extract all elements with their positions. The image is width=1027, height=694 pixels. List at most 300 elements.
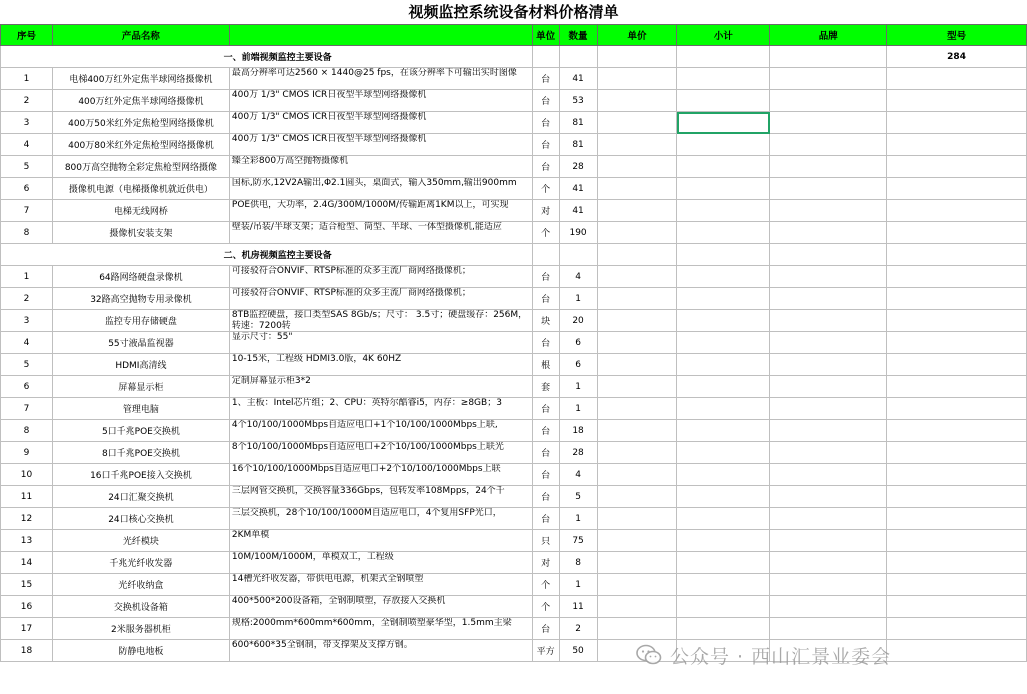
table-cell[interactable]	[559, 244, 597, 266]
subtotal-cell[interactable]	[677, 508, 770, 530]
unit-cell[interactable]: 台	[532, 288, 559, 310]
spec-cell[interactable]	[229, 156, 532, 178]
spec-text: 定制屏幕显示柜3*2	[231, 376, 311, 386]
model-cell[interactable]	[887, 464, 1027, 486]
unit-cell[interactable]: 台	[532, 266, 559, 288]
table-cell[interactable]	[532, 46, 559, 68]
section-row	[1, 244, 1027, 266]
row-number-cell[interactable]: 5	[1, 156, 53, 178]
spec-text: 可接驳符合ONVIF、RTSP标准的众多主流厂商网络摄像机；	[231, 266, 471, 276]
col-header-price[interactable]: 单价	[597, 25, 677, 46]
spec-cell[interactable]	[229, 574, 532, 596]
unit-cell[interactable]: 根	[532, 354, 559, 376]
row-number-cell[interactable]: 16	[1, 596, 53, 618]
unit-price-cell[interactable]	[597, 266, 677, 288]
col-header-qty[interactable]: 数量	[559, 25, 597, 46]
col-header-model[interactable]: 型号	[887, 25, 1027, 46]
table-cell[interactable]	[887, 244, 1027, 266]
spec-cell[interactable]	[229, 376, 532, 398]
unit-cell[interactable]: 台	[532, 332, 559, 354]
unit-cell[interactable]: 台	[532, 112, 559, 134]
model-cell[interactable]	[887, 442, 1027, 464]
model-cell[interactable]	[887, 486, 1027, 508]
spec-text: 三层网管交换机，交换容量336Gbps，包转发率108Mpps，24个千	[231, 486, 505, 496]
unit-price-cell[interactable]	[597, 464, 677, 486]
table-row	[1, 464, 1027, 486]
product-name-cell[interactable]: 光纤收纳盒	[52, 574, 229, 596]
spec-text: 600*600*35全钢制，带支撑架及支撑方钢。	[231, 640, 413, 650]
product-name-cell[interactable]: 防静电地板	[52, 640, 229, 662]
subtotal-cell[interactable]	[677, 288, 770, 310]
unit-cell[interactable]: 台	[532, 486, 559, 508]
row-number-cell[interactable]: 2	[1, 288, 53, 310]
spec-text: 400万 1/3" CMOS ICR日夜型半球型网络摄像机	[231, 112, 427, 122]
unit-price-cell[interactable]	[597, 508, 677, 530]
row-number-cell[interactable]: 8	[1, 420, 53, 442]
model-cell[interactable]	[887, 310, 1027, 332]
brand-cell[interactable]	[770, 156, 887, 178]
table-cell[interactable]	[770, 46, 887, 68]
spec-cell[interactable]	[229, 618, 532, 640]
spec-cell[interactable]	[229, 354, 532, 376]
product-name-cell[interactable]: 5口千兆POE交换机	[52, 420, 229, 442]
table-row	[1, 552, 1027, 574]
product-name-cell[interactable]: 监控专用存储硬盘	[52, 310, 229, 332]
unit-price-cell[interactable]	[597, 68, 677, 90]
brand-cell[interactable]	[770, 288, 887, 310]
spec-cell[interactable]	[229, 398, 532, 420]
model-cell[interactable]	[887, 376, 1027, 398]
model-cell[interactable]	[887, 398, 1027, 420]
row-number-cell[interactable]: 6	[1, 376, 53, 398]
unit-cell[interactable]: 平方	[532, 640, 559, 662]
spec-cell[interactable]	[229, 288, 532, 310]
subtotal-cell[interactable]	[677, 574, 770, 596]
table-row	[1, 508, 1027, 530]
subtotal-cell[interactable]	[677, 552, 770, 574]
price-list-table	[0, 24, 1027, 662]
subtotal-cell[interactable]	[677, 156, 770, 178]
product-name-cell[interactable]: 8口千兆POE交换机	[52, 442, 229, 464]
model-cell[interactable]	[887, 134, 1027, 156]
spec-text: 400万 1/3" CMOS ICR日夜型半球型网络摄像机	[231, 134, 427, 144]
spec-text: 400万 1/3" CMOS ICR日夜型半球型网络摄像机	[231, 90, 427, 100]
table-row	[1, 200, 1027, 222]
product-name-cell[interactable]: 64路网络硬盘录像机	[52, 266, 229, 288]
spec-cell[interactable]	[229, 112, 532, 134]
brand-cell[interactable]	[770, 420, 887, 442]
unit-price-cell[interactable]	[597, 288, 677, 310]
brand-cell[interactable]	[770, 112, 887, 134]
brand-cell[interactable]	[770, 68, 887, 90]
row-number-cell[interactable]: 3	[1, 112, 53, 134]
row-number-cell[interactable]: 1	[1, 68, 53, 90]
unit-cell[interactable]: 台	[532, 156, 559, 178]
quantity-cell[interactable]: 81	[559, 134, 597, 156]
model-cell[interactable]	[887, 508, 1027, 530]
product-name-cell[interactable]: HDMI高清线	[52, 354, 229, 376]
unit-price-cell[interactable]	[597, 442, 677, 464]
table-cell[interactable]	[677, 244, 770, 266]
unit-cell[interactable]: 个	[532, 574, 559, 596]
subtotal-cell[interactable]	[677, 442, 770, 464]
quantity-cell[interactable]: 8	[559, 552, 597, 574]
spec-cell[interactable]	[229, 178, 532, 200]
row-number-cell[interactable]: 4	[1, 134, 53, 156]
subtotal-cell[interactable]	[677, 376, 770, 398]
row-number-cell[interactable]: 4	[1, 332, 53, 354]
row-number-cell[interactable]: 1	[1, 266, 53, 288]
model-cell[interactable]	[887, 156, 1027, 178]
spec-cell[interactable]	[229, 310, 532, 332]
product-name-cell[interactable]: 24口汇聚交换机	[52, 486, 229, 508]
col-header-unit[interactable]: 单位	[532, 25, 559, 46]
row-number-cell[interactable]: 18	[1, 640, 53, 662]
row-number-cell[interactable]: 17	[1, 618, 53, 640]
product-name-cell[interactable]: 2米服务器机柜	[52, 618, 229, 640]
subtotal-cell[interactable]	[677, 420, 770, 442]
product-name-cell[interactable]: 摄像机电源（电梯摄像机就近供电）	[52, 178, 229, 200]
quantity-cell[interactable]: 41	[559, 68, 597, 90]
quantity-cell[interactable]: 53	[559, 90, 597, 112]
brand-cell[interactable]	[770, 530, 887, 552]
unit-cell[interactable]: 个	[532, 222, 559, 244]
quantity-cell[interactable]: 50	[559, 640, 597, 662]
spec-cell[interactable]	[229, 420, 532, 442]
col-header-no[interactable]: 序号	[1, 25, 53, 46]
model-cell[interactable]	[887, 222, 1027, 244]
brand-cell[interactable]	[770, 134, 887, 156]
col-header-brand[interactable]: 品牌	[770, 25, 887, 46]
unit-price-cell[interactable]	[597, 112, 677, 134]
quantity-cell[interactable]: 28	[559, 156, 597, 178]
brand-cell[interactable]	[770, 618, 887, 640]
subtotal-cell[interactable]	[677, 266, 770, 288]
unit-cell[interactable]: 对	[532, 552, 559, 574]
model-cell[interactable]	[887, 552, 1027, 574]
row-number-cell[interactable]: 2	[1, 90, 53, 112]
product-name-cell[interactable]: 800万高空抛物全彩定焦枪型网络摄像	[52, 156, 229, 178]
spec-cell[interactable]	[229, 508, 532, 530]
section-label[interactable]: 一、前端视频监控主要设备	[1, 46, 533, 68]
table-cell[interactable]	[597, 46, 677, 68]
unit-price-cell[interactable]	[597, 310, 677, 332]
row-number-cell[interactable]: 11	[1, 486, 53, 508]
subtotal-cell[interactable]	[677, 354, 770, 376]
spec-text: 臻全彩800万高空抛物摄像机	[231, 156, 349, 166]
row-number-cell[interactable]: 7	[1, 200, 53, 222]
quantity-cell[interactable]: 1	[559, 288, 597, 310]
spec-text: 三层交换机，28个10/100/1000M自适应电口，4个复用SFP光口，	[231, 508, 502, 518]
unit-price-cell[interactable]	[597, 90, 677, 112]
subtotal-cell[interactable]	[677, 398, 770, 420]
table-row	[1, 134, 1027, 156]
quantity-cell[interactable]: 75	[559, 530, 597, 552]
quantity-cell[interactable]: 6	[559, 354, 597, 376]
unit-price-cell[interactable]	[597, 574, 677, 596]
subtotal-cell[interactable]	[677, 112, 770, 134]
model-cell[interactable]	[887, 200, 1027, 222]
unit-cell[interactable]: 个	[532, 596, 559, 618]
product-name-cell[interactable]: 管理电脑	[52, 398, 229, 420]
unit-price-cell[interactable]	[597, 420, 677, 442]
spec-cell[interactable]	[229, 266, 532, 288]
product-name-cell[interactable]: 16口千兆POE接入交换机	[52, 464, 229, 486]
brand-cell[interactable]	[770, 376, 887, 398]
quantity-cell[interactable]: 41	[559, 200, 597, 222]
table-row	[1, 618, 1027, 640]
model-cell[interactable]	[887, 112, 1027, 134]
table-row	[1, 596, 1027, 618]
spec-text: 可接驳符合ONVIF、RTSP标准的众多主流厂商网络摄像机；	[231, 288, 471, 298]
model-cell[interactable]	[887, 266, 1027, 288]
product-name-cell[interactable]: 32路高空抛物专用录像机	[52, 288, 229, 310]
row-number-cell[interactable]: 12	[1, 508, 53, 530]
col-header-subtotal[interactable]: 小计	[677, 25, 770, 46]
row-number-cell[interactable]: 8	[1, 222, 53, 244]
subtotal-cell[interactable]	[677, 618, 770, 640]
table-row	[1, 222, 1027, 244]
wechat-icon	[636, 644, 662, 666]
unit-cell[interactable]: 台	[532, 508, 559, 530]
table-row	[1, 310, 1027, 332]
spec-cell[interactable]	[229, 486, 532, 508]
quantity-cell[interactable]: 41	[559, 178, 597, 200]
spec-text: 10-15米，工程级 HDMI3.0版，4K 60HZ	[231, 354, 402, 364]
model-cell[interactable]	[887, 90, 1027, 112]
brand-cell[interactable]	[770, 442, 887, 464]
unit-cell[interactable]: 对	[532, 200, 559, 222]
quantity-cell[interactable]: 28	[559, 442, 597, 464]
product-name-cell[interactable]: 屏幕显示柜	[52, 376, 229, 398]
row-number-cell[interactable]: 10	[1, 464, 53, 486]
quantity-cell[interactable]: 81	[559, 112, 597, 134]
table-row	[1, 332, 1027, 354]
unit-cell[interactable]: 台	[532, 134, 559, 156]
header-row	[1, 25, 1027, 46]
spec-cell[interactable]	[229, 90, 532, 112]
product-name-cell[interactable]: 55寸液晶监视器	[52, 332, 229, 354]
spec-text: 2KM单模	[231, 530, 270, 540]
table-cell[interactable]	[532, 244, 559, 266]
table-cell[interactable]	[677, 46, 770, 68]
brand-cell[interactable]	[770, 332, 887, 354]
unit-price-cell[interactable]	[597, 134, 677, 156]
model-cell[interactable]	[887, 530, 1027, 552]
section-row	[1, 46, 1027, 68]
model-cell[interactable]	[887, 618, 1027, 640]
quantity-cell[interactable]: 2	[559, 618, 597, 640]
table-row	[1, 112, 1027, 134]
quantity-cell[interactable]: 1	[559, 574, 597, 596]
subtotal-cell[interactable]	[677, 90, 770, 112]
brand-cell[interactable]	[770, 178, 887, 200]
brand-cell[interactable]	[770, 354, 887, 376]
brand-cell[interactable]	[770, 90, 887, 112]
spec-text: 400*500*200设备箱，全钢制喷塑，存放接入交换机	[231, 596, 446, 606]
table-row	[1, 486, 1027, 508]
subtotal-cell[interactable]	[677, 310, 770, 332]
spec-cell[interactable]	[229, 640, 532, 662]
model-cell[interactable]	[887, 68, 1027, 90]
table-row	[1, 376, 1027, 398]
spec-text: 8个10/100/1000Mbps自适应电口+2个10/100/1000Mbps上联光	[231, 442, 504, 452]
row-number-cell[interactable]: 5	[1, 354, 53, 376]
subtotal-cell[interactable]	[677, 222, 770, 244]
brand-cell[interactable]	[770, 310, 887, 332]
sheet-title: 视频监控系统设备材料价格清单	[408, 3, 619, 21]
subtotal-cell[interactable]	[677, 596, 770, 618]
model-cell[interactable]	[887, 178, 1027, 200]
unit-price-cell[interactable]	[597, 376, 677, 398]
model-cell[interactable]	[887, 332, 1027, 354]
spec-cell[interactable]	[229, 68, 532, 90]
section-label[interactable]: 二、机房视频监控主要设备	[1, 244, 533, 266]
model-note-cell[interactable]: 284	[887, 46, 1027, 68]
spec-cell[interactable]	[229, 332, 532, 354]
table-row	[1, 68, 1027, 90]
unit-cell[interactable]: 只	[532, 530, 559, 552]
spec-text: 16个10/100/1000Mbps自适应电口+2个10/100/1000Mbps上联	[231, 464, 501, 474]
unit-cell[interactable]: 台	[532, 68, 559, 90]
unit-price-cell[interactable]	[597, 596, 677, 618]
table-row	[1, 90, 1027, 112]
product-name-cell[interactable]: 光纤模块	[52, 530, 229, 552]
subtotal-cell[interactable]	[677, 332, 770, 354]
quantity-cell[interactable]: 11	[559, 596, 597, 618]
quantity-cell[interactable]: 20	[559, 310, 597, 332]
unit-price-cell[interactable]	[597, 618, 677, 640]
unit-price-cell[interactable]	[597, 200, 677, 222]
brand-cell[interactable]	[770, 200, 887, 222]
quantity-cell[interactable]: 1	[559, 376, 597, 398]
subtotal-cell[interactable]	[677, 134, 770, 156]
brand-cell[interactable]	[770, 266, 887, 288]
quantity-cell[interactable]: 1	[559, 398, 597, 420]
unit-cell[interactable]: 台	[532, 420, 559, 442]
product-name-cell[interactable]: 电梯400万红外定焦半球网络摄像机	[52, 68, 229, 90]
unit-price-cell[interactable]	[597, 332, 677, 354]
spec-cell[interactable]	[229, 200, 532, 222]
product-name-cell[interactable]: 摄像机安装支架	[52, 222, 229, 244]
table-row	[1, 398, 1027, 420]
unit-cell[interactable]: 套	[532, 376, 559, 398]
unit-price-cell[interactable]	[597, 552, 677, 574]
quantity-cell[interactable]: 1	[559, 508, 597, 530]
model-cell[interactable]	[887, 574, 1027, 596]
col-header-spec[interactable]	[229, 25, 532, 46]
product-name-cell[interactable]: 千兆光纤收发器	[52, 552, 229, 574]
unit-cell[interactable]: 台	[532, 90, 559, 112]
brand-cell[interactable]	[770, 222, 887, 244]
spec-cell[interactable]	[229, 464, 532, 486]
unit-price-cell[interactable]	[597, 178, 677, 200]
row-number-cell[interactable]: 9	[1, 442, 53, 464]
spec-cell[interactable]	[229, 552, 532, 574]
quantity-cell[interactable]: 4	[559, 464, 597, 486]
row-number-cell[interactable]: 6	[1, 178, 53, 200]
quantity-cell[interactable]: 18	[559, 420, 597, 442]
brand-cell[interactable]	[770, 574, 887, 596]
model-cell[interactable]	[887, 596, 1027, 618]
product-name-cell[interactable]: 400万50米红外定焦枪型网络摄像机	[52, 112, 229, 134]
table-row	[1, 442, 1027, 464]
unit-price-cell[interactable]	[597, 156, 677, 178]
spec-cell[interactable]	[229, 596, 532, 618]
spec-cell[interactable]	[229, 222, 532, 244]
subtotal-cell[interactable]	[677, 530, 770, 552]
table-row	[1, 354, 1027, 376]
unit-cell[interactable]: 台	[532, 442, 559, 464]
subtotal-cell[interactable]	[677, 464, 770, 486]
quantity-cell[interactable]: 190	[559, 222, 597, 244]
model-cell[interactable]	[887, 420, 1027, 442]
unit-cell[interactable]: 台	[532, 398, 559, 420]
watermark	[636, 640, 996, 670]
table-row	[1, 574, 1027, 596]
brand-cell[interactable]	[770, 552, 887, 574]
row-number-cell[interactable]: 3	[1, 310, 53, 332]
unit-price-cell[interactable]	[597, 530, 677, 552]
table-row	[1, 178, 1027, 200]
table-row	[1, 266, 1027, 288]
model-cell[interactable]	[887, 288, 1027, 310]
spec-cell[interactable]	[229, 134, 532, 156]
unit-price-cell[interactable]	[597, 222, 677, 244]
brand-cell[interactable]	[770, 398, 887, 420]
quantity-cell[interactable]: 6	[559, 332, 597, 354]
row-number-cell[interactable]: 7	[1, 398, 53, 420]
table-row	[1, 420, 1027, 442]
brand-cell[interactable]	[770, 486, 887, 508]
quantity-cell[interactable]: 5	[559, 486, 597, 508]
unit-price-cell[interactable]	[597, 398, 677, 420]
col-header-name[interactable]: 产品名称	[52, 25, 229, 46]
subtotal-cell[interactable]	[677, 486, 770, 508]
product-name-cell[interactable]: 电梯无线网桥	[52, 200, 229, 222]
product-name-cell[interactable]: 400万80米红外定焦枪型网络摄像机	[52, 134, 229, 156]
unit-cell[interactable]: 块	[532, 310, 559, 332]
table-row	[1, 288, 1027, 310]
table-cell[interactable]	[559, 46, 597, 68]
spec-cell[interactable]	[229, 530, 532, 552]
model-cell[interactable]	[887, 354, 1027, 376]
brand-cell[interactable]	[770, 596, 887, 618]
row-number-cell[interactable]: 13	[1, 530, 53, 552]
unit-cell[interactable]: 台	[532, 618, 559, 640]
brand-cell[interactable]	[770, 464, 887, 486]
subtotal-cell[interactable]	[677, 200, 770, 222]
product-name-cell[interactable]: 交换机设备箱	[52, 596, 229, 618]
subtotal-cell[interactable]	[677, 68, 770, 90]
product-name-cell[interactable]: 400万红外定焦半球网络摄像机	[52, 90, 229, 112]
table-cell[interactable]	[770, 244, 887, 266]
subtotal-cell[interactable]	[677, 178, 770, 200]
product-name-cell[interactable]: 24口核心交换机	[52, 508, 229, 530]
spec-cell[interactable]	[229, 442, 532, 464]
unit-price-cell[interactable]	[597, 486, 677, 508]
table-cell[interactable]	[597, 244, 677, 266]
row-number-cell[interactable]: 15	[1, 574, 53, 596]
row-number-cell[interactable]: 14	[1, 552, 53, 574]
unit-cell[interactable]: 台	[532, 464, 559, 486]
quantity-cell[interactable]: 4	[559, 266, 597, 288]
spec-text: 8TB监控硬盘，接口类型SAS 8Gb/s；尺寸： 3.5寸；硬盘缓存：256M，转速：7200转	[231, 310, 528, 331]
unit-price-cell[interactable]	[597, 354, 677, 376]
unit-cell[interactable]: 个	[532, 178, 559, 200]
spec-text: 规格:2000mm*600mm*600mm，全钢制喷塑豪华型，1.5mm主梁	[231, 618, 512, 628]
brand-cell[interactable]	[770, 508, 887, 530]
